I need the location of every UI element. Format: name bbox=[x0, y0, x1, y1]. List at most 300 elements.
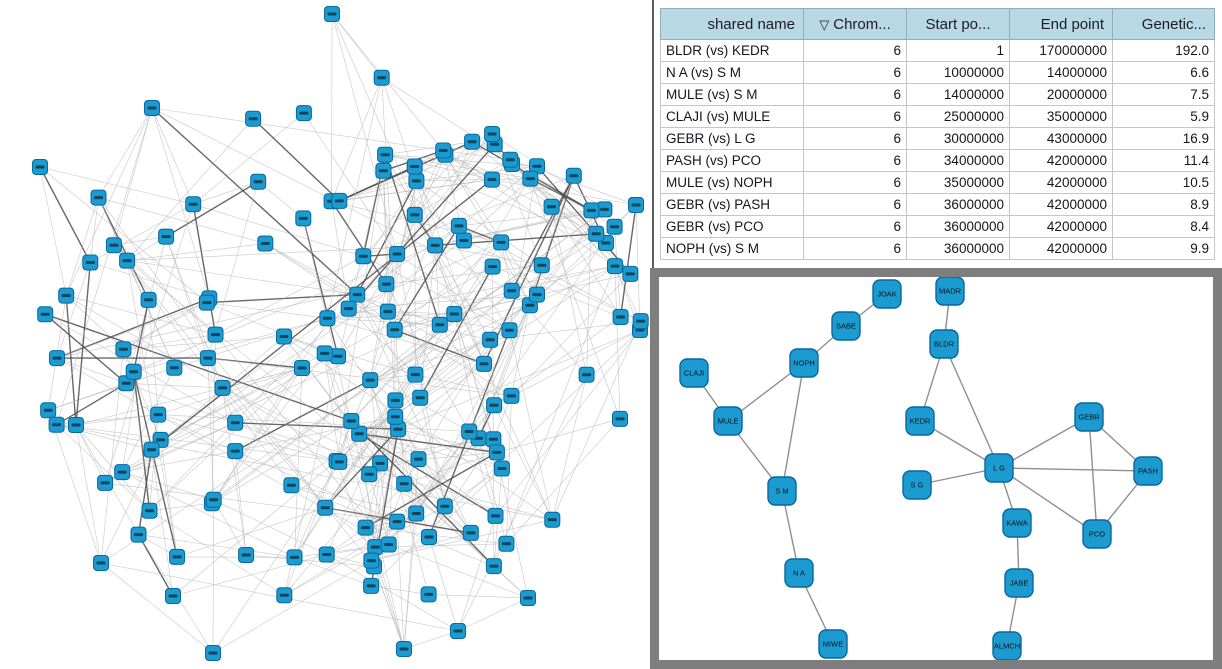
network-node[interactable] bbox=[428, 238, 443, 253]
cell-value[interactable]: 36000000 bbox=[907, 194, 1010, 216]
node-label bbox=[173, 555, 182, 558]
network-node[interactable] bbox=[390, 514, 405, 529]
network-node[interactable] bbox=[151, 407, 166, 422]
network-node[interactable] bbox=[126, 364, 141, 379]
node-label bbox=[400, 482, 409, 485]
network-node[interactable] bbox=[623, 266, 638, 281]
network-node[interactable] bbox=[319, 547, 334, 562]
node-label bbox=[52, 423, 61, 426]
node-label bbox=[148, 107, 157, 110]
network-node[interactable] bbox=[356, 249, 371, 264]
cell-value[interactable]: 36000000 bbox=[907, 216, 1010, 238]
node-label bbox=[390, 328, 399, 331]
network-node[interactable] bbox=[408, 367, 423, 382]
node-label bbox=[489, 438, 498, 441]
node-label bbox=[450, 313, 459, 316]
network-node[interactable] bbox=[456, 233, 471, 248]
cell-value[interactable]: 9.9 bbox=[1113, 238, 1215, 260]
cell-shared-name[interactable]: CLAJI (vs) MULE bbox=[661, 106, 804, 128]
network-node[interactable] bbox=[98, 475, 113, 490]
node-label bbox=[459, 239, 468, 242]
network-node[interactable] bbox=[277, 329, 292, 344]
network-node[interactable] bbox=[409, 506, 424, 521]
column-header-shared-name[interactable]: shared name bbox=[661, 9, 804, 40]
column-header-start-po---[interactable]: Start po... bbox=[907, 9, 1010, 40]
network-node[interactable] bbox=[544, 199, 559, 214]
network-edge bbox=[127, 245, 435, 260]
network-node[interactable] bbox=[131, 527, 146, 542]
node-label bbox=[249, 117, 258, 120]
network-node[interactable] bbox=[284, 478, 299, 493]
node-label bbox=[321, 506, 330, 509]
network-node[interactable] bbox=[59, 288, 74, 303]
network-node[interactable] bbox=[41, 403, 56, 418]
node-label bbox=[287, 484, 296, 487]
cell-value[interactable]: 6 bbox=[804, 238, 907, 260]
network-node[interactable] bbox=[363, 373, 378, 388]
network-node[interactable] bbox=[215, 380, 230, 395]
network-node[interactable] bbox=[486, 559, 501, 574]
network-edge bbox=[404, 514, 416, 650]
network-node[interactable] bbox=[387, 322, 402, 337]
network-node[interactable] bbox=[208, 327, 223, 342]
network-node[interactable] bbox=[504, 388, 519, 403]
network-node[interactable] bbox=[49, 417, 64, 432]
network-node[interactable] bbox=[159, 229, 174, 244]
network-node[interactable] bbox=[494, 461, 509, 476]
network-node[interactable] bbox=[144, 442, 159, 457]
filter-icon[interactable]: ▽ bbox=[819, 16, 830, 32]
network-node[interactable] bbox=[206, 646, 221, 661]
network-node[interactable] bbox=[432, 317, 447, 332]
network-edge bbox=[40, 167, 66, 296]
network-node[interactable] bbox=[50, 351, 65, 366]
network-edge bbox=[57, 263, 90, 359]
network-node[interactable] bbox=[388, 393, 403, 408]
network-node[interactable] bbox=[534, 258, 549, 273]
node-label bbox=[145, 509, 154, 512]
network-node[interactable] bbox=[364, 553, 379, 568]
network-node[interactable] bbox=[411, 452, 426, 467]
cell-shared-name[interactable]: MULE (vs) S M bbox=[661, 84, 804, 106]
node-label bbox=[602, 242, 611, 245]
network-node[interactable] bbox=[463, 525, 478, 540]
network-node[interactable] bbox=[873, 280, 901, 308]
network-node[interactable] bbox=[116, 342, 131, 357]
table-row[interactable] bbox=[661, 40, 1215, 62]
network-node[interactable] bbox=[381, 537, 396, 552]
network-node[interactable] bbox=[341, 301, 356, 316]
network-node[interactable] bbox=[993, 632, 1021, 660]
network-node[interactable] bbox=[142, 503, 157, 518]
network-node[interactable] bbox=[91, 190, 106, 205]
network-node[interactable] bbox=[903, 471, 931, 499]
node-label bbox=[393, 253, 402, 256]
network-node[interactable] bbox=[344, 414, 359, 429]
node-label bbox=[616, 417, 625, 420]
node-label bbox=[468, 140, 477, 143]
network-node[interactable] bbox=[714, 407, 742, 435]
cell-value[interactable]: 42000000 bbox=[1010, 194, 1113, 216]
network-node[interactable] bbox=[186, 197, 201, 212]
network-node[interactable] bbox=[607, 219, 622, 234]
cell-value[interactable]: 7.5 bbox=[1113, 84, 1215, 106]
cell-value[interactable]: 5.9 bbox=[1113, 106, 1215, 128]
cell-value[interactable]: 6 bbox=[804, 150, 907, 172]
network-node[interactable] bbox=[407, 207, 422, 222]
network-node[interactable] bbox=[485, 127, 500, 142]
network-edge[interactable] bbox=[999, 468, 1148, 471]
network-node[interactable] bbox=[228, 444, 243, 459]
network-node[interactable] bbox=[437, 499, 452, 514]
network-node[interactable] bbox=[332, 454, 347, 469]
network-edge bbox=[127, 119, 253, 261]
node-label bbox=[371, 546, 380, 549]
network-node[interactable] bbox=[258, 236, 273, 251]
network-node[interactable] bbox=[296, 106, 311, 121]
node-label bbox=[592, 232, 601, 235]
cell-value[interactable]: 35000000 bbox=[907, 172, 1010, 194]
node-label bbox=[393, 520, 402, 523]
network-node[interactable] bbox=[166, 589, 181, 604]
network-node[interactable] bbox=[167, 360, 182, 375]
network-node[interactable] bbox=[1075, 403, 1103, 431]
cell-shared-name[interactable]: PASH (vs) PCO bbox=[661, 150, 804, 172]
network-node[interactable] bbox=[388, 409, 403, 424]
network-node[interactable] bbox=[906, 407, 934, 435]
cell-value[interactable]: 20000000 bbox=[1010, 84, 1113, 106]
network-node[interactable] bbox=[629, 198, 644, 213]
cell-value[interactable]: 6 bbox=[804, 40, 907, 62]
network-node[interactable] bbox=[317, 346, 332, 361]
network-edge bbox=[150, 415, 159, 511]
cell-value[interactable]: 35000000 bbox=[1010, 106, 1113, 128]
network-node[interactable] bbox=[422, 530, 437, 545]
network-node[interactable] bbox=[413, 390, 428, 405]
node-label: N A bbox=[792, 568, 806, 578]
network-edge[interactable] bbox=[1089, 417, 1097, 534]
node-label bbox=[412, 179, 421, 182]
cell-value[interactable]: 192.0 bbox=[1113, 40, 1215, 62]
cell-value[interactable]: 42000000 bbox=[1010, 172, 1113, 194]
node-label bbox=[335, 460, 344, 463]
node-label bbox=[506, 158, 515, 161]
network-node[interactable] bbox=[489, 445, 504, 460]
cell-value[interactable]: 8.9 bbox=[1113, 194, 1215, 216]
column-header-end-point[interactable]: End point bbox=[1010, 9, 1113, 40]
node-label bbox=[384, 543, 393, 546]
node-label bbox=[537, 264, 546, 267]
network-node[interactable] bbox=[503, 152, 518, 167]
node-label bbox=[412, 512, 421, 515]
network-node[interactable] bbox=[380, 304, 395, 319]
network-node[interactable] bbox=[287, 550, 302, 565]
table-row[interactable] bbox=[661, 62, 1215, 84]
network-node[interactable] bbox=[106, 238, 121, 253]
node-label bbox=[465, 430, 474, 433]
node-label bbox=[391, 399, 400, 402]
network-edge bbox=[66, 198, 98, 296]
network-node[interactable] bbox=[145, 101, 160, 116]
network-node[interactable] bbox=[318, 500, 333, 515]
network-node[interactable] bbox=[451, 218, 466, 233]
network-node[interactable] bbox=[487, 398, 502, 413]
node-label bbox=[488, 265, 497, 268]
node-label bbox=[414, 458, 423, 461]
cell-value[interactable]: 34000000 bbox=[907, 150, 1010, 172]
table-row[interactable] bbox=[661, 84, 1215, 106]
table-row[interactable] bbox=[661, 106, 1215, 128]
network-edge bbox=[57, 358, 126, 383]
network-node[interactable] bbox=[523, 171, 538, 186]
cell-value[interactable]: 42000000 bbox=[1010, 216, 1113, 238]
network-edge bbox=[99, 108, 153, 198]
network-node[interactable] bbox=[277, 588, 292, 603]
network-edge bbox=[253, 119, 339, 201]
network-edge bbox=[101, 227, 615, 563]
cell-shared-name[interactable]: BLDR (vs) KEDR bbox=[661, 40, 804, 62]
network-node[interactable] bbox=[499, 536, 514, 551]
network-node[interactable] bbox=[295, 361, 310, 376]
node-label bbox=[488, 133, 497, 136]
network-node[interactable] bbox=[477, 356, 492, 371]
node-label bbox=[435, 323, 444, 326]
network-node[interactable] bbox=[120, 253, 135, 268]
network-node[interactable] bbox=[358, 520, 373, 535]
network-node[interactable] bbox=[488, 508, 503, 523]
network-node[interactable] bbox=[362, 467, 377, 482]
network-node[interactable] bbox=[584, 203, 599, 218]
node-label bbox=[367, 559, 376, 562]
table-row[interactable] bbox=[661, 194, 1215, 216]
network-node[interactable] bbox=[447, 307, 462, 322]
network-node[interactable] bbox=[94, 556, 109, 571]
cell-value[interactable]: 25000000 bbox=[907, 106, 1010, 128]
network-node[interactable] bbox=[332, 193, 347, 208]
network-node[interactable] bbox=[376, 163, 391, 178]
network-node[interactable] bbox=[378, 147, 393, 162]
network-node[interactable] bbox=[483, 332, 498, 347]
network-edge bbox=[459, 210, 592, 226]
node-label bbox=[497, 241, 506, 244]
network-node[interactable] bbox=[170, 549, 185, 564]
column-header-genetic---[interactable]: Genetic... bbox=[1113, 9, 1215, 40]
network-node[interactable] bbox=[368, 540, 383, 555]
network-node[interactable] bbox=[680, 359, 708, 387]
network-node[interactable] bbox=[502, 323, 517, 338]
cell-value[interactable]: 42000000 bbox=[1010, 150, 1113, 172]
cell-shared-name[interactable]: GEBR (vs) L G bbox=[661, 128, 804, 150]
network-node[interactable] bbox=[608, 259, 623, 274]
node-label bbox=[480, 362, 489, 365]
cell-value[interactable]: 170000000 bbox=[1010, 40, 1113, 62]
network-node[interactable] bbox=[633, 314, 648, 329]
network-node[interactable] bbox=[83, 255, 98, 270]
node-label bbox=[491, 514, 500, 517]
network-node[interactable] bbox=[530, 287, 545, 302]
network-node[interactable] bbox=[819, 630, 847, 658]
node-label bbox=[486, 338, 495, 341]
network-node[interactable] bbox=[545, 512, 560, 527]
network-node[interactable] bbox=[407, 159, 422, 174]
network-node[interactable] bbox=[364, 578, 379, 593]
network-node[interactable] bbox=[930, 330, 958, 358]
network-node[interactable] bbox=[397, 476, 412, 491]
node-label bbox=[203, 357, 212, 360]
node-label bbox=[547, 205, 556, 208]
table-row[interactable] bbox=[661, 172, 1215, 194]
network-node[interactable] bbox=[462, 424, 477, 439]
network-node[interactable] bbox=[1003, 509, 1031, 537]
cell-shared-name[interactable]: MULE (vs) NOPH bbox=[661, 172, 804, 194]
node-label bbox=[367, 584, 376, 587]
network-node[interactable] bbox=[785, 559, 813, 587]
cell-value[interactable]: 6 bbox=[804, 106, 907, 128]
network-node[interactable] bbox=[115, 465, 130, 480]
node-label bbox=[231, 421, 240, 424]
table-row[interactable] bbox=[661, 216, 1215, 238]
network-node[interactable] bbox=[832, 312, 860, 340]
cell-value[interactable]: 43000000 bbox=[1010, 128, 1113, 150]
network-node[interactable] bbox=[485, 259, 500, 274]
network-node[interactable] bbox=[331, 349, 346, 364]
network-node[interactable] bbox=[246, 111, 261, 126]
network-node[interactable] bbox=[296, 211, 311, 226]
network-node[interactable] bbox=[436, 143, 451, 158]
cell-value[interactable]: 10.5 bbox=[1113, 172, 1215, 194]
cell-value[interactable]: 6 bbox=[804, 62, 907, 84]
cell-value[interactable]: 1 bbox=[907, 40, 1010, 62]
network-edge[interactable] bbox=[944, 344, 999, 468]
network-node[interactable] bbox=[374, 70, 389, 85]
cell-value[interactable]: 6 bbox=[804, 216, 907, 238]
network-node[interactable] bbox=[421, 587, 436, 602]
node-label bbox=[365, 473, 374, 476]
network-node[interactable] bbox=[350, 287, 365, 302]
network-edge bbox=[429, 594, 528, 598]
network-node[interactable] bbox=[494, 235, 509, 250]
table-row[interactable] bbox=[661, 238, 1215, 260]
network-node[interactable] bbox=[451, 624, 466, 639]
network-node[interactable] bbox=[790, 349, 818, 377]
network-edge bbox=[193, 204, 363, 256]
network-node[interactable] bbox=[199, 295, 214, 310]
network-node[interactable] bbox=[566, 168, 581, 183]
network-edge[interactable] bbox=[782, 363, 804, 491]
network-node[interactable] bbox=[251, 174, 266, 189]
cell-shared-name[interactable]: NOPH (vs) S M bbox=[661, 238, 804, 260]
network-node[interactable] bbox=[200, 351, 215, 366]
cell-value[interactable]: 6 bbox=[804, 128, 907, 150]
network-node[interactable] bbox=[325, 7, 340, 22]
network-node[interactable] bbox=[1005, 569, 1033, 597]
network-node[interactable] bbox=[1134, 457, 1162, 485]
column-header-chrom---[interactable]: ▽ Chrom... bbox=[804, 9, 907, 40]
network-node[interactable] bbox=[390, 247, 405, 262]
cell-value[interactable]: 6 bbox=[804, 172, 907, 194]
cell-value[interactable]: 14000000 bbox=[907, 84, 1010, 106]
network-node[interactable] bbox=[485, 172, 500, 187]
network-edge bbox=[193, 113, 304, 204]
node-label bbox=[497, 467, 506, 470]
table-row[interactable] bbox=[661, 150, 1215, 172]
network-node[interactable] bbox=[33, 160, 48, 175]
cell-value[interactable]: 10000000 bbox=[907, 62, 1010, 84]
network-node[interactable] bbox=[320, 311, 335, 326]
network-node[interactable] bbox=[521, 591, 536, 606]
cell-value[interactable]: 16.9 bbox=[1113, 128, 1215, 150]
node-label bbox=[525, 304, 534, 307]
node-label bbox=[109, 244, 118, 247]
network-node[interactable] bbox=[1083, 520, 1111, 548]
node-label bbox=[587, 209, 596, 212]
network-node[interactable] bbox=[613, 310, 628, 325]
network-edge bbox=[458, 598, 528, 631]
node-label bbox=[44, 409, 53, 412]
cell-value[interactable]: 36000000 bbox=[907, 238, 1010, 260]
cell-value[interactable]: 30000000 bbox=[907, 128, 1010, 150]
filtered-network-view[interactable] bbox=[659, 277, 1213, 660]
network-node[interactable] bbox=[579, 367, 594, 382]
node-label bbox=[361, 526, 370, 529]
node-label: MIWE bbox=[822, 639, 844, 649]
network-node[interactable] bbox=[768, 477, 796, 505]
cell-value[interactable]: 42000000 bbox=[1010, 238, 1113, 260]
node-label bbox=[394, 428, 403, 431]
edge-attribute-table bbox=[660, 8, 1215, 260]
filtered-network-panel bbox=[650, 268, 1222, 669]
network-edge bbox=[114, 108, 152, 245]
node-label bbox=[328, 13, 337, 16]
table-header-row bbox=[661, 9, 1215, 40]
cell-shared-name[interactable]: GEBR (vs) PCO bbox=[661, 216, 804, 238]
network-node[interactable] bbox=[206, 492, 221, 507]
cell-shared-name[interactable]: N A (vs) S M bbox=[661, 62, 804, 84]
cell-value[interactable]: 6 bbox=[804, 194, 907, 216]
cell-value[interactable]: 6.6 bbox=[1113, 62, 1215, 84]
node-label bbox=[626, 272, 635, 275]
network-node[interactable] bbox=[613, 411, 628, 426]
node-label bbox=[299, 217, 308, 220]
network-node[interactable] bbox=[141, 292, 156, 307]
network-node[interactable] bbox=[239, 548, 254, 563]
network-node[interactable] bbox=[504, 283, 519, 298]
network-node[interactable] bbox=[379, 277, 394, 292]
node-label bbox=[440, 505, 449, 508]
network-node[interactable] bbox=[397, 642, 412, 657]
network-node[interactable] bbox=[465, 134, 480, 149]
cell-shared-name[interactable]: GEBR (vs) PASH bbox=[661, 194, 804, 216]
network-node[interactable] bbox=[985, 454, 1013, 482]
network-node[interactable] bbox=[228, 415, 243, 430]
network-node[interactable] bbox=[38, 307, 53, 322]
cell-value[interactable]: 8.4 bbox=[1113, 216, 1215, 238]
network-node[interactable] bbox=[409, 173, 424, 188]
node-label bbox=[72, 424, 81, 427]
network-node[interactable] bbox=[589, 226, 604, 241]
node-label: CLAJI bbox=[683, 368, 705, 378]
node-label bbox=[507, 394, 516, 397]
node-label bbox=[218, 386, 227, 389]
network-edge bbox=[246, 555, 374, 566]
node-label bbox=[280, 594, 289, 597]
network-node[interactable] bbox=[936, 277, 964, 305]
cell-value[interactable]: 14000000 bbox=[1010, 62, 1113, 84]
cell-value[interactable]: 6 bbox=[804, 84, 907, 106]
cell-value[interactable]: 11.4 bbox=[1113, 150, 1215, 172]
network-node[interactable] bbox=[69, 418, 84, 433]
table-row[interactable] bbox=[661, 128, 1215, 150]
